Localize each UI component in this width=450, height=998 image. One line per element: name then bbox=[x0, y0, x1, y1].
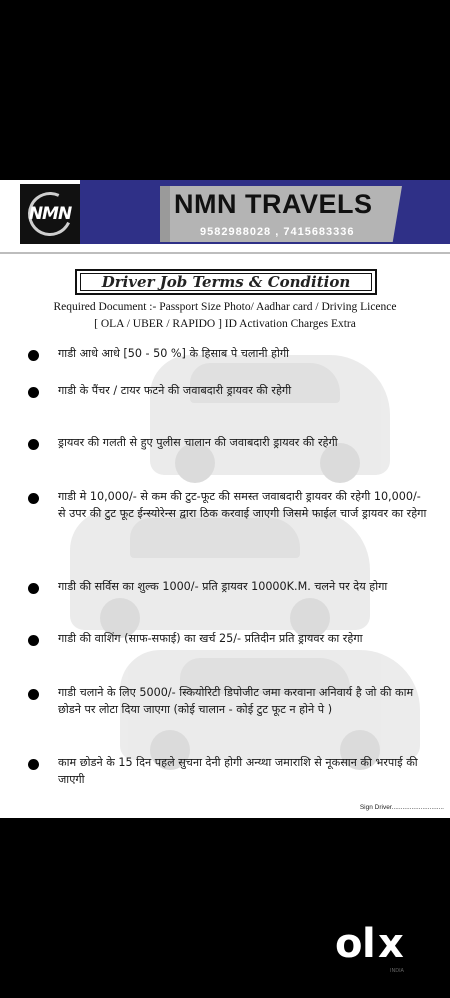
term-text: गाडी की सर्विस का शुल्क 1000/- प्रति ड्रायवर 10000K.M. चलने पर देय होगा bbox=[58, 580, 388, 593]
olx-watermark-logo bbox=[335, 921, 419, 967]
sign-driver-line: Sign Driver............................. bbox=[359, 804, 444, 811]
olx-letter-o: o bbox=[335, 921, 363, 967]
term-text: काम छोडने के 15 दिन पहले सुचना देनी होगी अन्य्था जमाराशि से नूकसान की भरपाई की जाएगी bbox=[58, 756, 418, 786]
terms-list bbox=[0, 180, 450, 818]
term-text: गाडी के पैंचर / टायर फटने की जवाबदारी ड्रायवर की रहेगी bbox=[58, 384, 292, 397]
bottom-black-area bbox=[0, 818, 450, 998]
olx-letter-x: x bbox=[378, 921, 404, 967]
bullet-icon bbox=[28, 583, 39, 594]
bullet-icon bbox=[28, 387, 39, 398]
logo-text: NMN bbox=[28, 204, 72, 224]
term-text: गाडी चलाने के लिए 5000/- स्कियोरिटी डिपोजीट जमा करवाना अनिवार्य है जो की काम छोडने पर लोटा दिया जाएगा (कोई चालान - कोई टुट फूट न होने पे ) bbox=[58, 686, 414, 716]
required-documents: Required Document :- Passport Size Photo/ Aadhar card / Driving Licence bbox=[53, 301, 397, 313]
top-black-area bbox=[0, 0, 450, 180]
bullet-icon bbox=[28, 493, 39, 504]
activation-note: [ OLA / UBER / RAPIDO ] ID Activation Charges Extra bbox=[94, 318, 356, 330]
bullet-icon bbox=[28, 439, 39, 450]
document-page bbox=[0, 180, 450, 818]
brand-phone-numbers: 9582988028 , 7415683336 bbox=[200, 226, 355, 238]
page-title: Driver Job Terms & Condition bbox=[80, 273, 372, 291]
term-text: गाडी की वाशिंग (साफ-सफाई) का खर्च 25/- प्रतिदीन प्रति ड्रायवर का रहेगा bbox=[58, 632, 363, 645]
term-text: गाडी आधे आधे [50 - 50 %] के हिसाब पे चलानी होगी bbox=[58, 347, 290, 360]
term-text: गाडी मे 10,000/- से कम की टुट-फूट की समस्त जवाबदारी ड्रायवर की रहेगी 10,000/- से उपर की टुट फूट ईन्स्योरेन्स द्वारा ठिक करवाई जाएगी जिसमे फाईल चार्ज ड्रायवर का रहेगा bbox=[58, 490, 427, 520]
bullet-icon bbox=[28, 689, 39, 700]
term-text: ड्रायवर की गलती से हुए पुलीस चालान की जवाबदारी ड्रायवर की रहेगी bbox=[58, 436, 338, 449]
olx-letter-l: l bbox=[362, 921, 376, 967]
brand-name: NMN TRAVELS bbox=[174, 189, 373, 219]
olx-subtext: INDIA bbox=[390, 968, 404, 974]
bullet-icon bbox=[28, 635, 39, 646]
bullet-icon bbox=[28, 350, 39, 361]
bullet-icon bbox=[28, 759, 39, 770]
